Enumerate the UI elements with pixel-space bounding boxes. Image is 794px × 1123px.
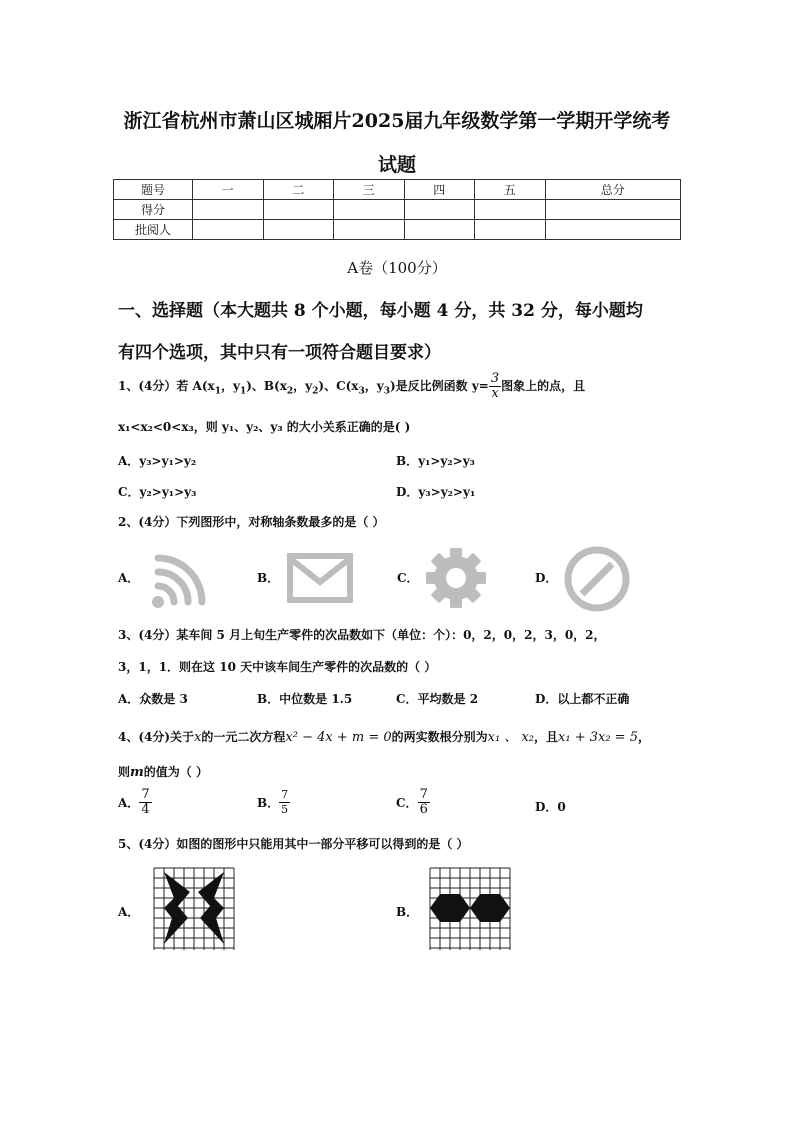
score-table xyxy=(113,179,681,240)
page-title: 浙江省杭州市萧山区城厢片2025届九年级数学第一学期开学统考 xyxy=(123,110,671,132)
q3-option-a[interactable]: A．众数是 3 xyxy=(118,692,188,706)
q4-text: ， xyxy=(637,730,650,744)
q4-equation: x² − 4x + m = 0 xyxy=(285,730,392,745)
q5-figure-a xyxy=(150,866,242,952)
q1-text: )、C(x xyxy=(318,379,359,393)
score-cell xyxy=(545,220,681,240)
q1-sub: 1 xyxy=(239,386,247,397)
q2-option-b-label[interactable]: B． xyxy=(257,571,280,585)
table-row-label: 批阅人 xyxy=(114,220,193,240)
q1-option-a[interactable]: A．y₃>y₁>y₂ xyxy=(118,454,197,468)
q4-option-a[interactable] xyxy=(118,788,152,817)
question-3-line2: 3，1，1．则在这 10 天中该车间生产零件的次品数的（ ） xyxy=(118,660,437,674)
table-header-cell: 二 xyxy=(263,180,334,200)
fraction: $\frac{7}{5}$ xyxy=(281,788,289,816)
q2-option-a-label[interactable]: A． xyxy=(118,571,140,585)
question-1-line2: x₁<x₂<0<x₃，则 y₁、y₂、y₃ 的大小关系正确的是( ) xyxy=(118,420,411,434)
q5-option-b-label[interactable]: B． xyxy=(396,905,419,919)
q1-option-d[interactable]: D．y₃>y₂>y₁ xyxy=(396,485,476,499)
q1-text: ，y xyxy=(364,379,384,393)
page-title-line2: 试题 xyxy=(377,154,416,176)
q4-condition: x₁ + 3x₂ = 5 xyxy=(558,730,638,745)
q3-option-c[interactable]: C．平均数是 2 xyxy=(396,692,479,706)
question-3-line1: 3、(4分）某车间 5 月上旬生产零件的次品数如下（单位：个）：0，2，0，2，3，0，2， xyxy=(118,628,606,642)
wifi-icon xyxy=(144,546,216,610)
question-4-line2 xyxy=(118,763,208,780)
score-cell xyxy=(475,200,546,220)
section-heading-line2: 有四个选项，其中只有一项符合题目要求） xyxy=(118,343,441,363)
q4-text: 的两实数根分别为 xyxy=(391,730,488,744)
score-cell xyxy=(263,220,334,240)
q4-option-c[interactable] xyxy=(396,788,430,817)
question-1-line1 xyxy=(118,372,585,401)
q4-math: m xyxy=(130,765,144,780)
q4-math: x xyxy=(194,730,202,745)
q1-sub: 3 xyxy=(358,386,365,397)
section-heading-line1: 一、选择题（本大题共 8 个小题，每小题 4 分，共 32 分，每小题均 xyxy=(118,301,643,321)
q4-text: 4、(4分)关于 xyxy=(118,730,195,744)
q4-option-b[interactable] xyxy=(257,788,290,817)
score-cell xyxy=(545,200,681,220)
table-header-cell: 三 xyxy=(334,180,405,200)
score-cell xyxy=(334,200,405,220)
q5-figure-b xyxy=(428,866,520,952)
score-cell xyxy=(263,200,334,220)
q4-option-label: B． xyxy=(257,796,280,810)
q1-text: )、B(x xyxy=(246,379,287,393)
q1-sub: 2 xyxy=(286,386,294,397)
score-cell xyxy=(475,220,546,240)
score-cell xyxy=(404,220,475,240)
q3-option-b[interactable]: B．中位数是 1.5 xyxy=(257,692,353,706)
table-row-label: 得分 xyxy=(114,200,193,220)
question-2: 2、(4分）下列图形中，对称轴条数最多的是（ ） xyxy=(118,515,385,529)
q5-option-a-label[interactable]: A． xyxy=(118,905,140,919)
mail-icon xyxy=(286,552,354,604)
table-row xyxy=(114,180,681,200)
q4-text: 的一元二次方程 xyxy=(201,730,286,744)
table-row xyxy=(114,220,681,240)
q2-option-d-label[interactable]: D． xyxy=(535,571,558,585)
score-cell xyxy=(193,220,264,240)
table-header-cell: 题号 xyxy=(114,180,193,200)
q1-option-b[interactable]: B．y₁>y₂>y₃ xyxy=(396,454,475,468)
q1-sub: 2 xyxy=(312,386,319,397)
q3-option-d[interactable]: D．以上都不正确 xyxy=(535,692,630,706)
fraction: $\frac{7}{4}$ xyxy=(141,787,150,817)
q1-option-c[interactable]: C．y₂>y₁>y₃ xyxy=(118,485,197,499)
q1-text: ，y xyxy=(293,379,313,393)
q1-sub: 3 xyxy=(383,386,390,397)
score-cell xyxy=(334,220,405,240)
fraction: $\frac{3}{x}$ xyxy=(490,371,500,401)
q2-option-c-label[interactable]: C． xyxy=(397,571,419,585)
q1-text: 1、(4分）若 A(x xyxy=(118,379,215,393)
q1-text: 图象上的点，且 xyxy=(501,379,586,393)
table-header-cell: 总分 xyxy=(545,180,681,200)
table-row xyxy=(114,200,681,220)
score-cell xyxy=(193,200,264,220)
table-header-cell: 五 xyxy=(475,180,546,200)
q4-option-label: A． xyxy=(118,796,140,810)
q4-option-label: C． xyxy=(396,796,418,810)
q1-text: ，y xyxy=(220,379,240,393)
question-5: 5、(4分）如图的图形中只能用其中一部分平移可以得到的是（ ） xyxy=(118,837,469,851)
q4-option-label: D． xyxy=(535,800,558,814)
q4-option-d[interactable] xyxy=(535,798,566,815)
q1-sub: 1 xyxy=(214,386,221,397)
gear-icon xyxy=(422,544,490,612)
fraction: $\frac{7}{6}$ xyxy=(419,787,428,817)
table-header-cell: 四 xyxy=(404,180,475,200)
prohibited-icon xyxy=(562,544,632,614)
q4-text: ，且 xyxy=(534,730,559,744)
question-4-line1 xyxy=(118,726,650,745)
volume-heading: A卷（100分） xyxy=(347,259,447,277)
q4-text: 的值为（ ） xyxy=(143,765,208,779)
q4-math: x₁ 、 x₂ xyxy=(487,730,535,745)
q4-text: 则 xyxy=(118,765,131,779)
table-header-cell: 一 xyxy=(193,180,264,200)
q1-text: )是反比例函数 y= xyxy=(389,379,489,393)
q4-option-value: 0 xyxy=(557,800,566,814)
score-cell xyxy=(404,200,475,220)
